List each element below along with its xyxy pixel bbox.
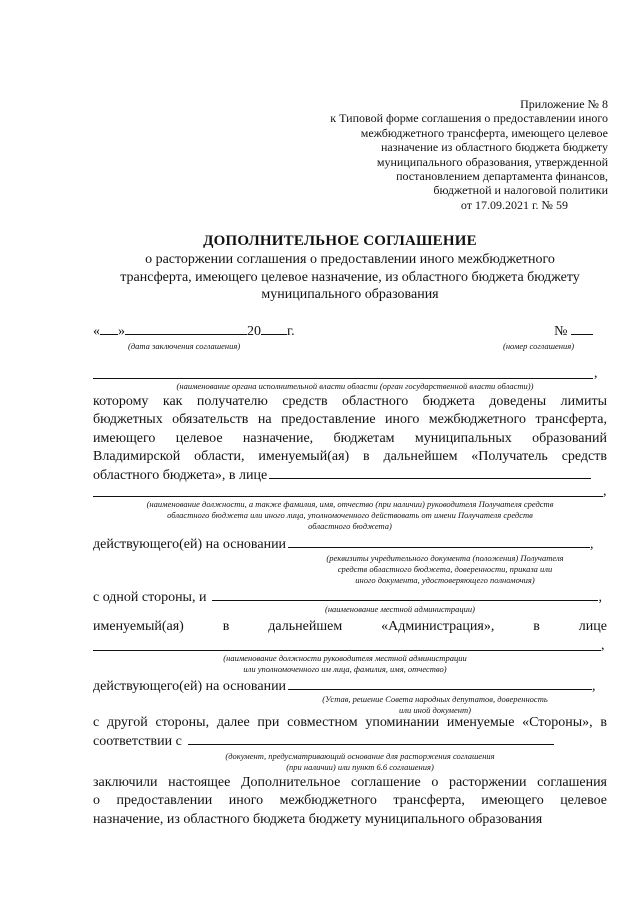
caption-line: средств областного бюджета, доверенности, приказа или	[337, 564, 553, 574]
caption-line: или уполномоченного им лица, фамилия, имя, отчество)	[243, 664, 447, 674]
word: «Администрация»,	[381, 619, 495, 634]
appendix-line: к Типовой форме соглашения о предоставлении иного	[330, 111, 608, 126]
appendix-line: Приложение № 8	[520, 97, 608, 111]
head-caption	[90, 499, 610, 532]
paragraph-text: соответствии с	[93, 734, 182, 750]
basis-field-2[interactable]	[288, 677, 592, 690]
caption-line: или иной документ)	[399, 705, 471, 715]
word: в	[222, 619, 230, 634]
paragraph-line	[93, 732, 607, 751]
appendix-reference	[278, 97, 608, 212]
organ-caption: (наименование органа исполнительной власти области (орган государственной власти области))	[176, 381, 534, 391]
caption-line: (Устав, решение Совета народных депутатов, доверенность	[322, 694, 548, 704]
year-suffix: г.	[287, 324, 295, 339]
number-field[interactable]	[571, 322, 593, 335]
caption-line: (документ, предусматривающий основание для расторжения соглашения	[225, 751, 495, 761]
agreement-number	[554, 322, 593, 340]
second-side-paragraph	[93, 714, 607, 752]
paragraph-line: о предоставлении иного межбюджетного трансферта, имеющего целевое	[93, 793, 607, 809]
word: именуемый(ая)	[93, 619, 184, 634]
paragraph-line: имеющего целевое назначение, бюджетам муниципальных образований	[93, 430, 607, 446]
recipient-paragraph	[93, 393, 607, 485]
year-field[interactable]	[261, 322, 287, 335]
basis-comma: ,	[592, 679, 596, 694]
caption-line: областного бюджета)	[308, 521, 392, 531]
number-sign: №	[554, 324, 568, 339]
paragraph-line	[93, 466, 607, 485]
subtitle-line: муниципального образования	[261, 287, 439, 302]
appendix-line: постановлением департамента финансов,	[396, 169, 608, 184]
appendix-line: от 17.09.2021 г. № 59	[460, 197, 568, 212]
appendix-line: межбюджетного трансферта, имеющего целевое	[360, 125, 608, 140]
organ-comma: ,	[594, 366, 598, 381]
paragraph-line: бюджетных обязательств на предоставление иного межбюджетного трансферта,	[93, 412, 607, 428]
date-caption: (дата заключения соглашения)	[128, 341, 241, 351]
paragraph-line: Владимирской области, именуемый(ая) в дальнейшем «Получатель средств	[93, 448, 607, 464]
paragraph-line: заключили настоящее Дополнительное соглашение о расторжении соглашения	[93, 775, 607, 790]
caption-line: (при наличии) или пункт 6.6 соглашения)	[286, 762, 434, 772]
close-quote: »	[118, 324, 125, 339]
day-field[interactable]	[100, 322, 118, 335]
appendix-line: бюджетной и налоговой политики	[433, 183, 608, 198]
local-admin-field[interactable]	[212, 588, 598, 601]
word: дальнейшем	[268, 619, 343, 634]
basis-caption-2	[285, 694, 585, 716]
basis-comma: ,	[590, 537, 594, 552]
basis-text: действующего(ей) на основании	[93, 679, 287, 694]
caption-line: (наименование должности, а также фамилия, имя, отчество (при наличии) руководителя Получателя средств	[146, 499, 554, 509]
appendix-line: муниципального образования, утвержденной	[376, 154, 608, 169]
organ-name-field[interactable]	[93, 378, 593, 379]
head-comma: ,	[603, 484, 607, 499]
caption-line: областного бюджета или иного лица, уполномоченного действовать от имени Получателя средств	[167, 510, 533, 520]
admin-head-field[interactable]	[93, 650, 601, 651]
caption-line: (наименование должности руководителя местной администрации	[223, 653, 467, 663]
basis-field-1[interactable]	[288, 535, 590, 548]
basis-text: действующего(ей) на основании	[93, 537, 287, 552]
number-caption: (номер соглашения)	[503, 341, 575, 351]
basis-row-1	[93, 535, 607, 553]
paragraph-line: которому как получателю средств областного бюджета доведены лимиты	[93, 394, 607, 409]
year-prefix: 20	[247, 324, 261, 339]
local-admin-caption: (наименование местной администрации)	[325, 604, 475, 614]
word: в	[533, 619, 540, 634]
subtitle-line: трансферта, имеющего целевое назначение, из областного бюджета бюджету	[120, 269, 580, 285]
month-field[interactable]	[125, 322, 247, 335]
representative-field[interactable]	[269, 466, 591, 479]
admin-head-comma: ,	[601, 638, 605, 653]
subtitle-line: о расторжении соглашения о предоставлении иного межбюджетного	[145, 252, 555, 267]
termination-basis-field[interactable]	[188, 732, 554, 745]
appendix-line: назначение из областного бюджета бюджету	[380, 140, 608, 155]
document-title: ДОПОЛНИТЕЛЬНОЕ СОГЛАШЕНИЕ	[203, 233, 477, 249]
caption-line: (реквизиты учредительного документа (положения) Получателя	[326, 553, 564, 563]
date-number-row	[93, 322, 607, 340]
word: лице	[578, 619, 607, 634]
basis-row-2	[93, 677, 607, 695]
paragraph-text: областного бюджета», в лице	[93, 468, 268, 484]
caption-line: иного документа, удостоверяющего полномочия)	[355, 575, 535, 585]
admin-head-caption	[180, 653, 510, 675]
side-text: с одной стороны, и	[93, 590, 207, 605]
termination-basis-caption	[190, 751, 530, 773]
paragraph-line: с другой стороны, далее при совместном упоминании именуемые «Стороны», в	[93, 715, 607, 730]
head-name-field[interactable]	[93, 496, 603, 497]
named-administration-row	[93, 619, 607, 635]
open-quote: «	[93, 324, 100, 339]
document-subtitle	[90, 251, 610, 304]
paragraph-line: назначение, из областного бюджета бюджету муниципального образования	[93, 811, 543, 827]
final-paragraph	[93, 774, 607, 829]
side-comma: ,	[598, 590, 602, 605]
basis-caption-1	[290, 553, 600, 586]
